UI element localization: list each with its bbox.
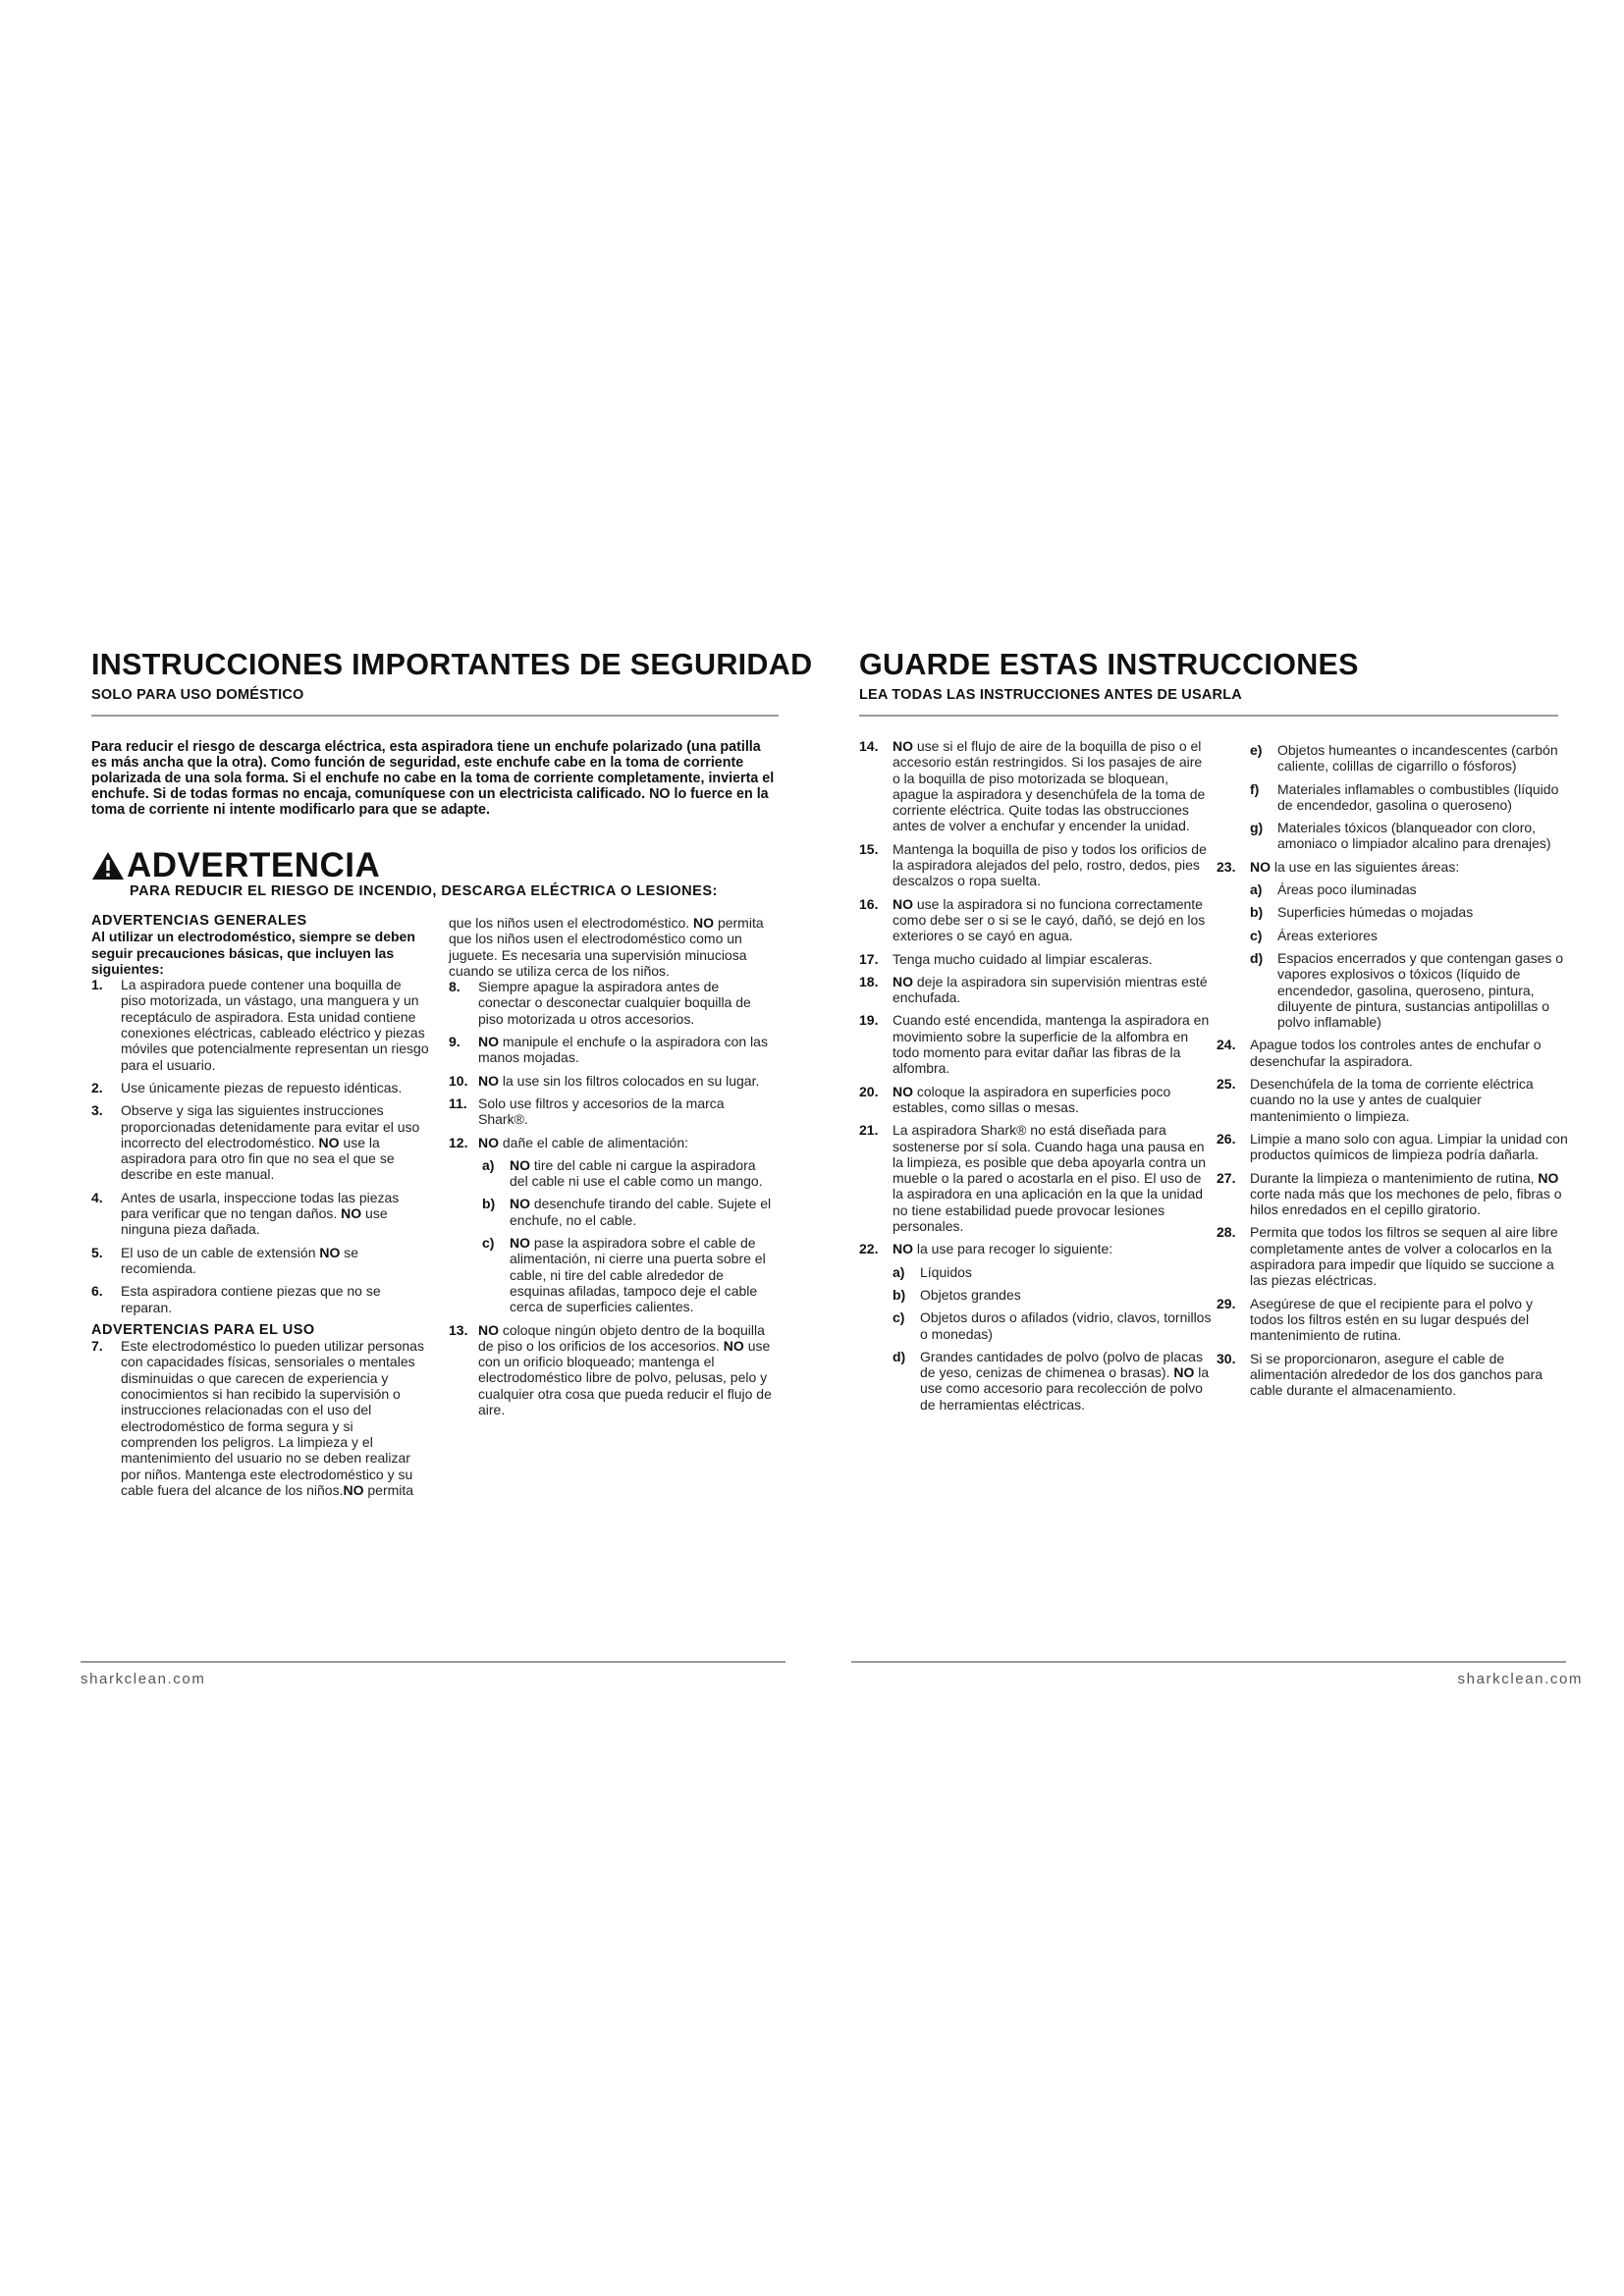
list-item: 22. NO la use para recoger lo siguiente: <box>859 1241 1113 1257</box>
list-item: 16. NO use la aspiradora si no funciona correctamente como debe ser o si se le cayó, dañó, se dejó en los exteriores o se cayó en agua. <box>859 895 1206 944</box>
sub-item: c) NO pase la aspiradora sobre el cable de alimentación, ni cierre una puerta sobre el cable, ni tire del cable alrededor de esquinas afiladas, tampoco deje el cable cerca de superficies calientes. <box>482 1235 766 1315</box>
sub-item: b) Superficies húmedas o mojadas <box>1250 904 1474 921</box>
list-item: 29. Asegúrese de que el recipiente para el polvo y todos los filtros estén en su lugar después del mantenimiento de rutina. <box>1217 1295 1533 1344</box>
list-item: 13. NO coloque ningún objeto dentro de la boquilla de piso o los orificios de los accesorios. NO use con un orificio bloqueado; mantenga el electrodoméstico libre de polvo, pelusas, pelo y cualquier otra cosa que pueda reducir el flujo de aire. <box>449 1321 772 1418</box>
page-title: GUARDE ESTAS INSTRUCCIONES <box>859 648 1359 681</box>
page-title: INSTRUCCIONES IMPORTANTES DE SEGURIDAD <box>91 648 813 681</box>
title-divider <box>91 715 779 717</box>
list-item: 23. NO la use en las siguientes áreas: <box>1217 858 1460 875</box>
list-item: 6. Esta aspiradora contiene piezas que no se reparan. <box>91 1283 381 1315</box>
list-item: 12. NO dañe el cable de alimentación: <box>449 1134 689 1150</box>
sub-item: b) Objetos grandes <box>893 1286 1021 1303</box>
list-item: 20. NO coloque la aspiradora en superficies poco estables, como sillas o mesas. <box>859 1083 1171 1115</box>
sub-item: a) Áreas poco iluminadas <box>1250 881 1417 898</box>
sub-item: a) Líquidos <box>893 1263 972 1280</box>
list-item: 19. Cuando esté encendida, mantenga la aspiradora en movimiento sobre la superficie de la alfombra en todo momento para evitar dañar las fibras de la alfombra. <box>859 1012 1210 1077</box>
page-subtitle: LEA TODAS LAS INSTRUCCIONES ANTES DE USARLA <box>859 687 1242 703</box>
list-item: 25. Desenchúfela de la toma de corriente eléctrica cuando no la use y antes de cualquier mantenimiento o limpieza. <box>1217 1076 1534 1124</box>
list-item: 30. Si se proporcionaron, asegure el cable de alimentación alrededor de los dos ganchos para cable durante el almacenamiento. <box>1217 1350 1543 1399</box>
right-page <box>812 0 1624 2296</box>
sub-item: d) Grandes cantidades de polvo (polvo de placas de yeso, cenizas de chimenea o brasas). NO la use como accesorio para recolección de polvo de herramientas eléctricas. <box>893 1348 1210 1413</box>
right-column-1 <box>859 738 1213 1419</box>
general-warnings-lead: Al utilizar un electrodoméstico, siempre se deben seguir precauciones básicas, que incluyen las siguientes: <box>91 929 415 977</box>
right-column-2 <box>1217 742 1570 1405</box>
sub-item: c) Áreas exteriores <box>1250 927 1378 943</box>
list-item: 11. Solo use filtros y accesorios de la marca Shark®. <box>449 1095 725 1128</box>
page-subtitle: SOLO PARA USO DOMÉSTICO <box>91 687 304 703</box>
footer-url: sharkclean.com <box>81 1671 206 1687</box>
warning-title: ADVERTENCIA <box>127 846 381 884</box>
list-item-continuation: que los niños usen el electrodoméstico. NO permita que los niños usen el electrodoméstico como un juguete. Es necesaria una supervisión minuciosa cuando se utiliza cerca de los niños. <box>449 915 764 979</box>
list-item: 21. La aspiradora Shark® no está diseñada para sostenerse por sí sola. Cuando haga una pausa en la limpieza, es posible que deba apoyarla contra un mueble o la pared o acostarla en el piso. El uso de la aspiradora en una aplicación en la que la unidad no tiene estabilidad puede provocar lesiones personales. <box>859 1122 1207 1235</box>
list-item: 24. Apague todos los controles antes de enchufar o desenchufar la aspiradora. <box>1217 1037 1542 1069</box>
list-item: 5. El uso de un cable de extensión NO se recomienda. <box>91 1244 359 1276</box>
general-warnings-heading: ADVERTENCIAS GENERALES <box>91 913 307 929</box>
polarized-plug-notice: Para reducir el riesgo de descarga eléctrica, esta aspiradora tiene un enchufe polarizado (una patilla es más ancha que la otra). Como función de seguridad, este enchufe cabe en la toma de corriente polarizada de una sola forma. Si el enchufe no cabe en la toma de corriente completamente, invierta el enchufe. Si de todas formas no encaja, comuníquese con un electricista calificado. NO lo fuerce en la toma de corriente ni intente modificarlo para que se adapte. <box>91 739 775 818</box>
list-item: 4. Antes de usarla, inspeccione todas las piezas para verificar que no tengan daños. NO use ninguna pieza dañada. <box>91 1189 400 1238</box>
list-item: 18. NO deje la aspiradora sin supervisión mientras esté enchufada. <box>859 973 1208 1006</box>
footer-url: sharkclean.com <box>1457 1671 1583 1687</box>
sub-item: a) NO tire del cable ni cargue la aspiradora del cable ni use el cable como un mango. <box>482 1156 763 1190</box>
list-item: 27. Durante la limpieza o mantenimiento de rutina, NO corte nada más que los mechones de pelo, fibras o hilos enredados en el cepillo giratorio. <box>1217 1169 1562 1218</box>
left-column-2 <box>449 915 773 1424</box>
list-item: 17. Tenga mucho cuidado al limpiar escaleras. <box>859 950 1153 967</box>
list-item: 10. NO la use sin los filtros colocados en su lugar. <box>449 1072 760 1089</box>
sub-item: g) Materiales tóxicos (blanqueador con cloro, amoniaco o limpiador alcalino para drenajes) <box>1250 820 1551 852</box>
list-item: 2. Use únicamente piezas de repuesto idénticas. <box>91 1079 403 1095</box>
use-warnings-heading: ADVERTENCIAS PARA EL USO <box>91 1321 315 1338</box>
sub-item: b) NO desenchufe tirando del cable. Sujete el enchufe, no el cable. <box>482 1196 772 1228</box>
list-item: 14. NO use si el flujo de aire de la boquilla de piso o el accesorio están restringidos. Si los pasajes de aire o la boquilla de piso motorizada se bloquean, apague la aspiradora y desenchúfela de la toma de corriente eléctrica. Quite todas las obstrucciones antes de volver a enchufar y encender la unidad. <box>859 738 1206 834</box>
list-item: 26. Limpie a mano solo con agua. Limpiar la unidad con productos químicos de limpieza podría dañarla. <box>1217 1130 1568 1163</box>
sub-item: f) Materiales inflamables o combustibles (líquido de encendedor, gasolina o queroseno) <box>1250 780 1559 813</box>
warning-triangle-icon <box>91 851 125 881</box>
list-item: 8. Siempre apague la aspiradora antes de conectar o desconectar cualquier boquilla de piso motorizada u otros accesorios. <box>449 979 751 1027</box>
sub-item: d) Espacios encerrados y que contengan gases o vapores explosivos o tóxicos (líquido de encendedor, gasolina, queroseno, pintura, diluyente de pintura, sustancias antipolillas o polvo inflamable) <box>1250 949 1564 1031</box>
list-item: 3. Observe y siga las siguientes instrucciones proporcionadas detenidamente para evitar el uso incorrecto del electrodoméstico. NO use la aspiradora para otro fin que no sea el que se describe en este manual. <box>91 1102 420 1183</box>
sub-item: c) Objetos duros o afilados (vidrio, clavos, tornillos o monedas) <box>893 1309 1212 1342</box>
footer-divider <box>851 1661 1566 1663</box>
list-item: 15. Mantenga la boquilla de piso y todos los orificios de la aspiradora alejados del pelo, rostro, dedos, pies descalzos o ropa suelta. <box>859 840 1207 889</box>
warning-subtitle: PARA REDUCIR EL RIESGO DE INCENDIO, DESCARGA ELÉCTRICA O LESIONES: <box>130 883 718 899</box>
list-item: 1. La aspiradora puede contener una boquilla de piso motorizada, un vástago, una manguera y un receptáculo de aspiradora. Esta unidad contiene conexiones eléctricas, cableado eléctrico y piezas móviles que potencialmente representan un riesgo para el usuario. <box>91 977 429 1073</box>
title-divider <box>859 715 1558 717</box>
left-column-1 <box>91 913 430 1505</box>
list-item: 28. Permita que todos los filtros se sequen al aire libre completamente antes de volver a colocarlos en la aspiradora para impedir que líquido se succione a las piezas eléctricas. <box>1217 1224 1558 1289</box>
list-item: 9. NO manipule el enchufe o la aspiradora con las manos mojadas. <box>449 1034 768 1066</box>
footer-divider <box>81 1661 785 1663</box>
warning-heading <box>91 846 380 885</box>
sub-item: e) Objetos humeantes o incandescentes (carbón caliente, colillas de cigarrillo o fósforos) <box>1250 742 1558 774</box>
list-item: 7. Este electrodoméstico lo pueden utilizar personas con capacidades físicas, sensoriales o mentales disminuidas o que carecen de experiencia y conocimientos si han recibido la supervisión o instrucciones relacionadas con el uso del electrodoméstico de forma segura y si comprenden los peligros. La limpieza y el mantenimiento del usuario no se deben realizar por niños. Mantenga este electrodoméstico y su cable fuera del alcance de los niños.NO permita <box>91 1338 424 1498</box>
